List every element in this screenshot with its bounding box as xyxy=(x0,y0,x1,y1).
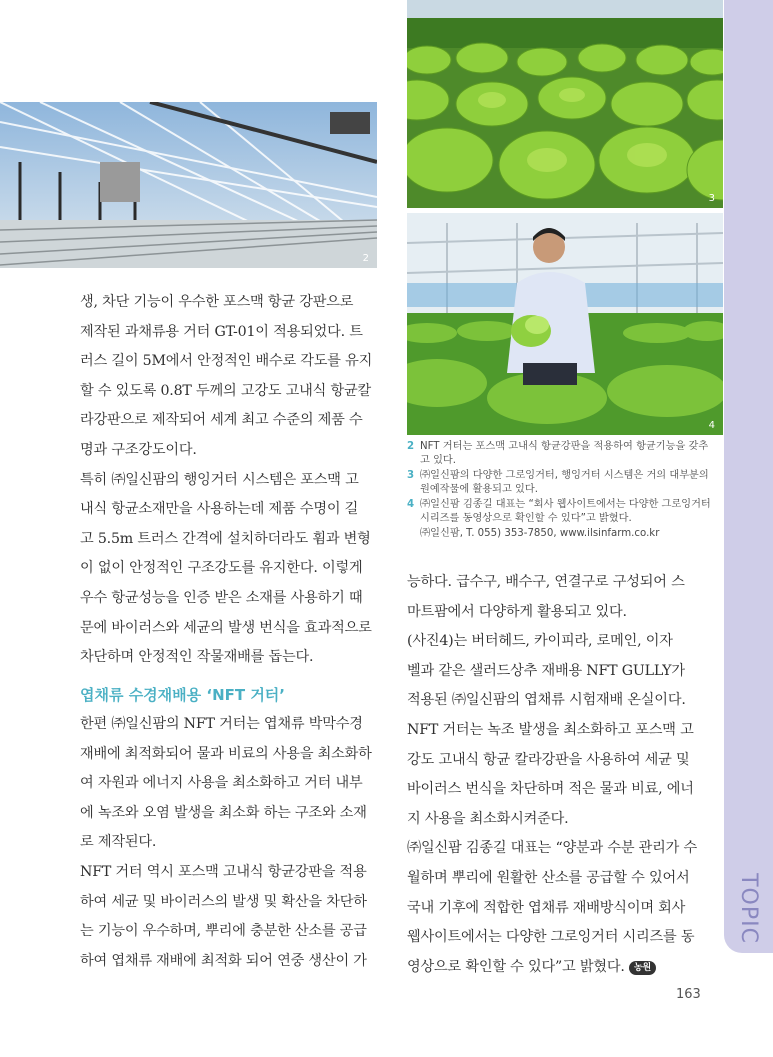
topic-label-wrap xyxy=(728,868,768,948)
photo-lettuce-field xyxy=(407,0,723,208)
text-line: 마트팜에서 다양하게 활용되고 있다. xyxy=(407,603,627,620)
text-line: 바이러스 번식을 차단하며 적은 물과 비료, 에너 xyxy=(407,781,694,798)
text-line: 웹사이트에서는 다양한 그로잉거터 시리즈를 동 xyxy=(407,929,695,946)
end-mark-badge: 농원 xyxy=(629,961,656,975)
photo-4-number: 4 xyxy=(708,420,715,431)
text-line: 에 녹조와 오염 발생을 최소화 하는 구조와 소재 xyxy=(80,804,367,821)
caption-number: 2 xyxy=(407,441,415,452)
photo-3-image xyxy=(407,0,723,208)
left-column-top-text xyxy=(80,288,380,673)
page-number: 163 xyxy=(676,987,701,1002)
text-line: 로 제작된다. xyxy=(80,834,157,851)
text-line: 지 사용을 최소화시켜준다. xyxy=(407,810,569,827)
photo-4-image xyxy=(407,213,723,435)
text-line: 제작된 과채류용 거터 GT-01이 적용되었다. 트 xyxy=(80,323,363,340)
text-line: 재배에 최적화되어 물과 비료의 사용을 최소화하 xyxy=(80,745,372,762)
text-line: 우수 항균성능을 인증 받은 소재를 사용하기 때 xyxy=(80,589,363,606)
text-line: 능하다. 급수구, 배수구, 연결구로 구성되어 스 xyxy=(407,574,685,590)
text-line: 국내 기후에 적합한 엽채류 재배방식이며 회사 xyxy=(407,899,686,916)
text-line: 문에 바이러스와 세균의 발생 번식을 효과적으로 xyxy=(80,619,372,636)
text-line: 하여 엽채류 재배에 최적화 되어 연중 생산이 가 xyxy=(80,952,367,969)
caption-2 xyxy=(407,440,717,468)
text-line: 월하며 뿌리에 원활한 산소를 공급할 수 있어서 xyxy=(407,869,690,886)
text-line: 고 5.5m 트러스 간격에 설치하더라도 휨과 변형 xyxy=(80,530,371,547)
last-line-text: 영상으로 확인할 수 있다”고 밝혔다. xyxy=(407,958,625,975)
photo-2-number: 2 xyxy=(362,253,369,264)
caption-number: 4 xyxy=(407,499,415,510)
text-line-last xyxy=(407,953,707,983)
left-column-bottom-text xyxy=(80,710,380,976)
photo-2-image xyxy=(0,102,377,268)
right-column-text xyxy=(407,568,707,982)
section-heading-nft-gutter: 엽채류 수경재배용 ‘NFT 거터’ xyxy=(80,686,285,704)
text-line: (사진4)는 버터헤드, 카이피라, 로메인, 이자 xyxy=(407,633,673,650)
text-line: 할 수 있도록 0.8T 두께의 고강도 고내식 항균칼 xyxy=(80,382,371,399)
text-line: 차단하며 안정적인 작물재배를 돕는다. xyxy=(80,649,314,666)
caption-3 xyxy=(407,469,717,497)
caption-4 xyxy=(407,498,717,526)
text-line: 하여 세균 및 바이러스의 발생 및 확산을 차단하 xyxy=(80,893,367,910)
caption-number: 3 xyxy=(407,470,415,481)
text-line: 벨과 같은 샐러드상추 재배용 NFT GULLY가 xyxy=(407,662,685,679)
photo-captions xyxy=(407,440,717,541)
text-line: 한편 ㈜일신팜의 NFT 거터는 엽채류 박막수경 xyxy=(80,716,363,732)
topic-label: TOPIC xyxy=(735,872,761,944)
caption-text: ㈜일신팜 김종길 대표는 “회사 웹사이트에서는 다양한 그로잉거터 시리즈를 동영상으로 확인할 수 있다”고 밝혔다. xyxy=(420,499,711,524)
text-line: NFT 거터 역시 포스맥 고내식 항균강판을 적용 xyxy=(80,863,367,880)
photo-greenhouse-gutters xyxy=(0,102,377,268)
text-line: 러스 길이 5M에서 안정적인 배수로 각도를 유지 xyxy=(80,353,373,370)
text-line: 특히 ㈜일신팜의 행잉거터 시스템은 포스맥 고 xyxy=(80,471,359,488)
text-line: 강도 고내식 항균 칼라강판을 사용하여 세균 및 xyxy=(407,751,690,768)
topic-side-tab xyxy=(724,0,773,953)
text-line: 는 기능이 우수하며, 뿌리에 충분한 산소를 공급 xyxy=(80,923,367,940)
photo-3-number: 3 xyxy=(708,193,715,204)
text-line: 내식 항균소재만을 사용하는데 제품 수명이 길 xyxy=(80,501,359,518)
photo-ceo-with-lettuce xyxy=(407,213,723,435)
text-line: 생, 차단 기능이 우수한 포스맥 항균 강판으로 xyxy=(80,294,354,310)
text-line: 적용된 ㈜일신팜의 엽채류 시험재배 온실이다. xyxy=(407,692,686,709)
text-line: 라강판으로 제작되어 세계 최고 수준의 제품 수 xyxy=(80,412,363,429)
text-line: 여 자원과 에너지 사용을 최소화하고 거터 내부 xyxy=(80,775,363,792)
text-line: 명과 구조강도이다. xyxy=(80,441,197,458)
text-line: ㈜일신팜 김종길 대표는 “양분과 수분 관리가 수 xyxy=(407,840,697,857)
text-line: NFT 거터는 녹조 발생을 최소화하고 포스맥 고 xyxy=(407,721,694,738)
text-line: 이 없이 안정적인 구조강도를 유지한다. 이렇게 xyxy=(80,560,363,577)
caption-contact-info: ㈜일신팜, T. 055) 353-7850, www.ilsinfarm.co.kr xyxy=(420,528,660,539)
caption-text: ㈜일신팜의 다양한 그로잉거터, 행잉거터 시스템은 거의 대부분의 원예작물에 활용되고 있다. xyxy=(420,470,709,495)
caption-text: NFT 거터는 포스맥 고내식 항균강판을 적용하여 항균기능을 갖추고 있다. xyxy=(420,441,709,466)
